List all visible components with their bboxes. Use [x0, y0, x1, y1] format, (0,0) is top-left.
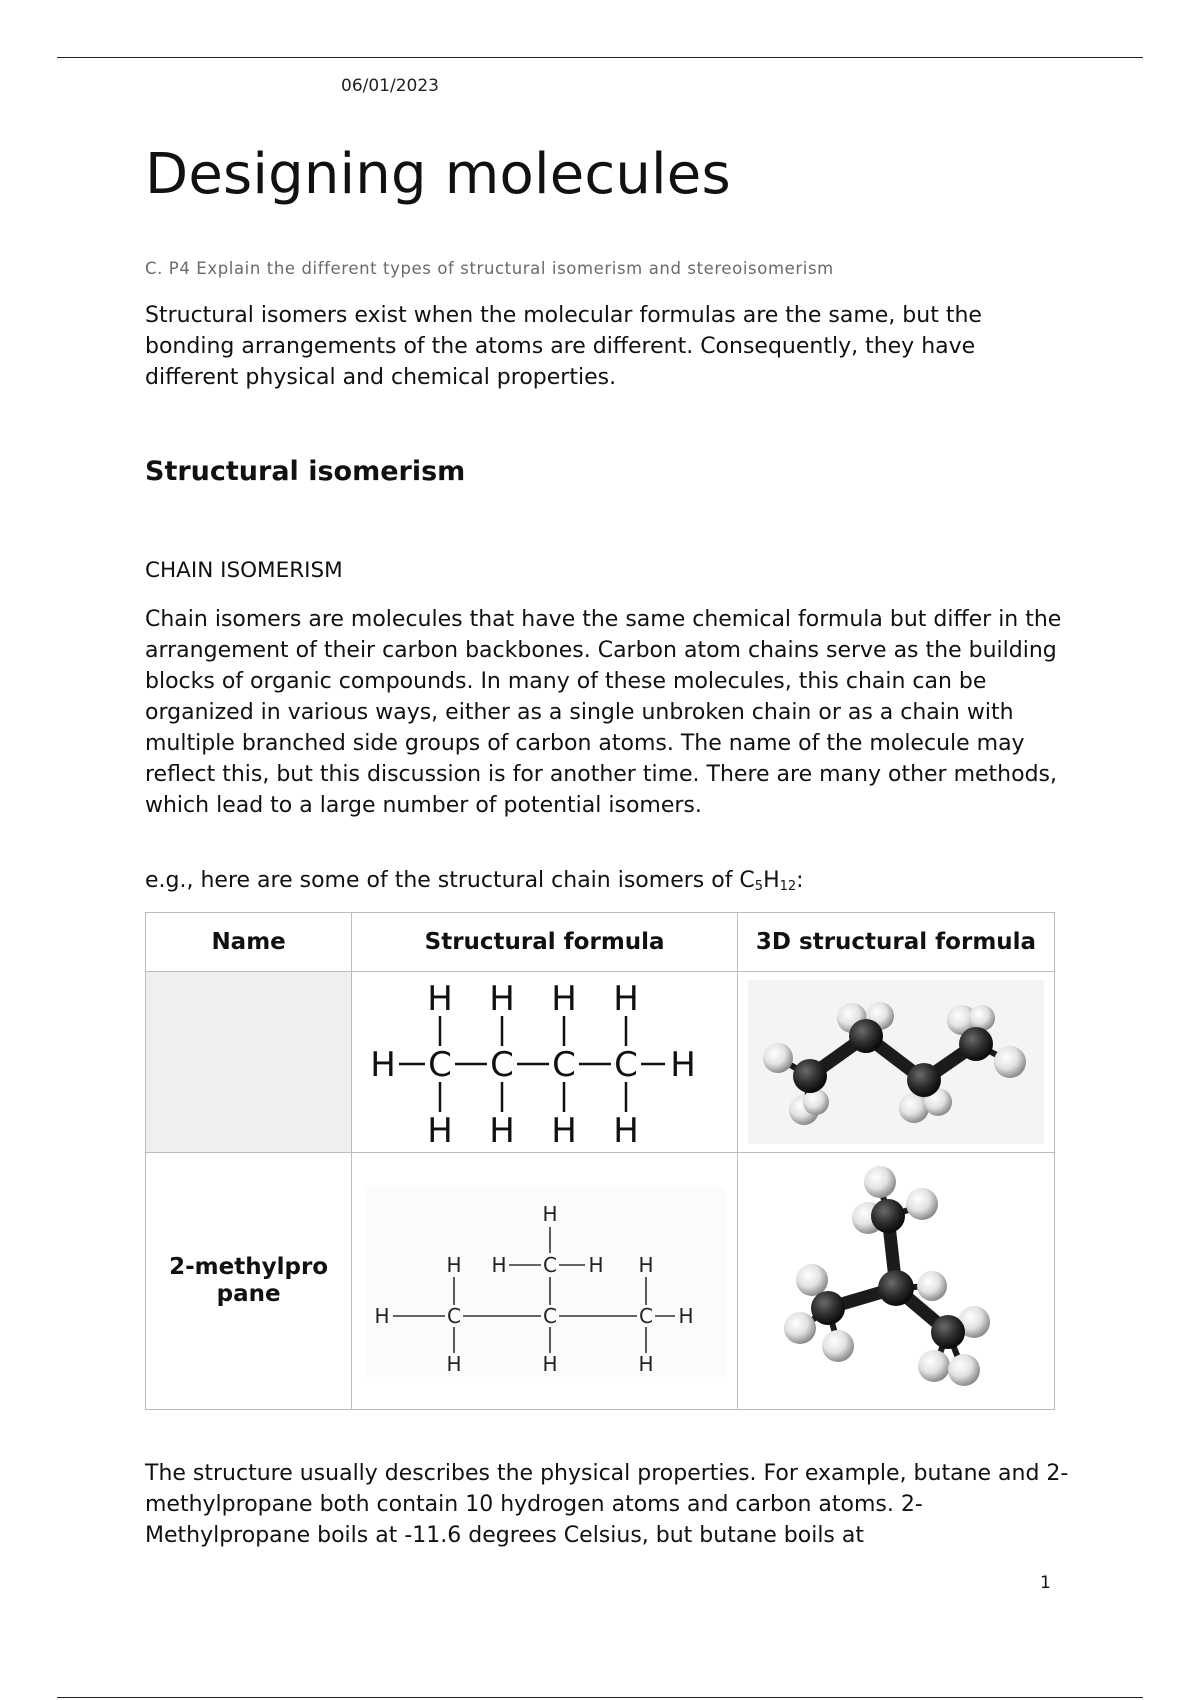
- row-name-cell: [146, 1153, 352, 1410]
- atom-label: H: [542, 1352, 558, 1376]
- 2-methylpropane-structural-formula: [365, 1181, 725, 1381]
- 3d-model-cell: [737, 1153, 1054, 1410]
- atom-label: C: [542, 1253, 557, 1277]
- isomers-table: [145, 912, 1055, 1410]
- atom-label: H: [612, 979, 639, 1019]
- atom-label: C: [446, 1304, 461, 1328]
- header-structural-formula: Structural formula: [352, 913, 738, 972]
- atom-label: H: [446, 1253, 462, 1277]
- carbon-subscript: 5: [754, 879, 764, 894]
- atom-label: H: [488, 1111, 515, 1150]
- atom-label: H: [369, 1045, 396, 1085]
- structural-formula-cell: [352, 972, 738, 1153]
- hydrogen-subscript: 12: [779, 879, 797, 894]
- butane-3d-model: [748, 980, 1044, 1144]
- intro-paragraph: Structural isomers exist when the molecular formulas are the same, but the bonding arrangements of the atoms are different. Consequently, they have different physical and chemical properties.: [145, 303, 982, 390]
- table-row: [146, 972, 1055, 1153]
- subtitle: C. P4 Explain the different types of structural isomerism and stereoisomerism: [145, 259, 834, 278]
- 3d-model-cell: [737, 972, 1054, 1153]
- header-name: Name: [146, 913, 352, 972]
- atom-label: H: [550, 979, 577, 1019]
- atom-label: H: [612, 1111, 639, 1150]
- section-heading: Structural isomerism: [145, 456, 466, 487]
- row-name-cell: [146, 972, 352, 1153]
- top-rule: [57, 57, 1143, 58]
- atom-label: C: [542, 1304, 557, 1328]
- atom-label: C: [613, 1045, 638, 1085]
- atom-label: H: [488, 979, 515, 1019]
- atom-label: H: [446, 1352, 462, 1376]
- atom-label: H: [426, 979, 453, 1019]
- atom-label: H: [669, 1045, 696, 1085]
- table-row: [146, 1153, 1055, 1410]
- bottom-rule: [57, 1697, 1143, 1698]
- atom-label: H: [374, 1304, 390, 1328]
- header-3d-structural-formula: 3D structural formula: [737, 913, 1054, 972]
- example-suffix: :: [796, 868, 804, 893]
- atom-label: C: [489, 1045, 514, 1085]
- isomer-name: 2-methylpropane: [169, 1254, 329, 1307]
- atom-label: H: [491, 1253, 507, 1277]
- atom-label: H: [426, 1111, 453, 1150]
- atom-label: C: [427, 1045, 452, 1085]
- hydrogen-symbol: H: [763, 868, 780, 893]
- closing-paragraph: The structure usually describes the physical properties. For example, butane and 2-methylpropane both contain 10 hydrogen atoms and carbon atoms. 2-Methylpropane boils at -11.6 degrees Celsius, but butane boils at: [145, 1461, 1069, 1548]
- document-date: 06/01/2023: [341, 76, 439, 96]
- atom-label: C: [551, 1045, 576, 1085]
- atom-label: H: [542, 1202, 558, 1226]
- example-line: [145, 865, 1075, 899]
- atom-label: H: [638, 1253, 654, 1277]
- atom-label: H: [550, 1111, 577, 1150]
- page-number: 1: [1040, 1573, 1051, 1593]
- example-prefix: e.g., here are some of the structural chain isomers of C: [145, 868, 755, 893]
- chain-isomerism-paragraph: Chain isomers are molecules that have the same chemical formula but differ in the arrangement of their carbon backbones. Carbon atom chains serve as the building blocks of organic compounds. In many of these molecules, this chain can be organized in various ways, either as a single unbroken chain or as a chain with multiple branched side groups of carbon atoms. The name of the molecule may reflect this, but this discussion is for another time. There are many other methods, which lead to a large number of potential isomers.: [145, 607, 1062, 818]
- atom-label: H: [588, 1253, 604, 1277]
- 2-methylpropane-3d-model: [776, 1156, 1016, 1406]
- atom-label: H: [678, 1304, 694, 1328]
- table-header-row: [146, 913, 1055, 972]
- subsection-heading: CHAIN ISOMERISM: [145, 558, 343, 583]
- page-title: Designing molecules: [145, 142, 731, 207]
- atom-label: H: [638, 1352, 654, 1376]
- butane-structural-formula: [365, 974, 725, 1150]
- atom-label: C: [638, 1304, 653, 1328]
- structural-formula-cell: [352, 1153, 738, 1410]
